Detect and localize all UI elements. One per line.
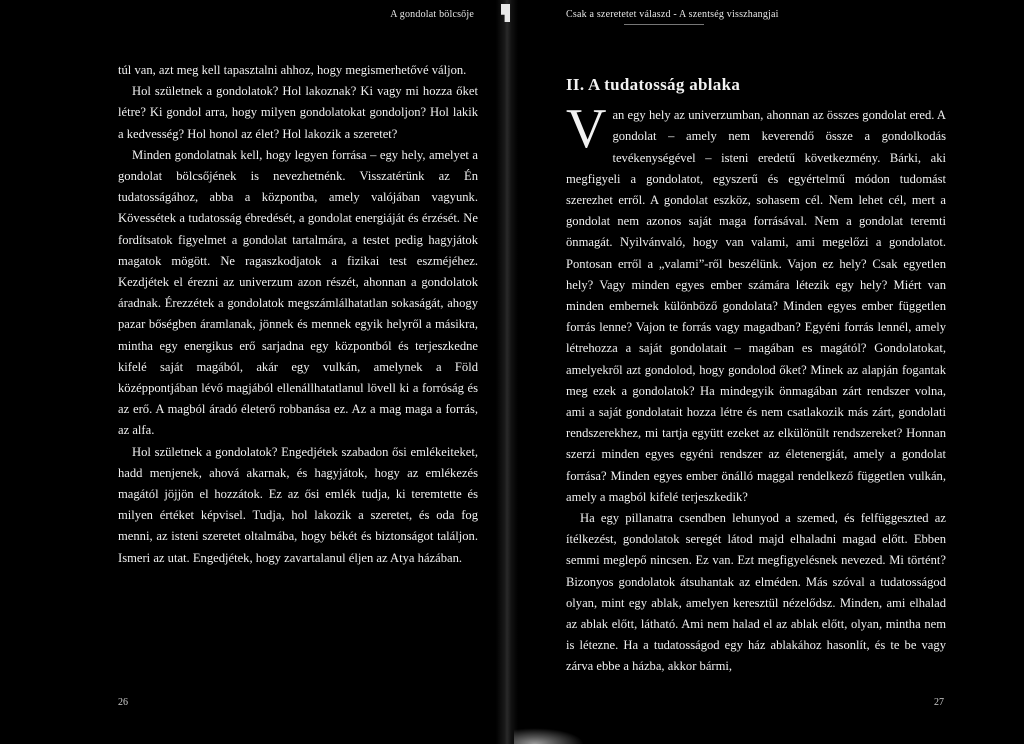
drop-cap: V bbox=[566, 98, 607, 161]
left-text-column bbox=[118, 60, 478, 569]
right-page bbox=[514, 0, 1024, 744]
header-rule bbox=[624, 24, 704, 25]
paragraph: Hol születnek a gondolatok? Hol lakoznak? Ki vagy mi hozza őket létre? Ki gondol arra, hogy milyen gondolatokat gondoljon? Hol lakik a kedvesség? Hol honol az élet? Hol lakozik a szeretet? bbox=[118, 84, 478, 141]
running-head-left: A gondolat bölcsője bbox=[390, 9, 474, 20]
page-number-left: 26 bbox=[118, 697, 128, 708]
first-paragraph bbox=[566, 98, 946, 508]
right-text-column bbox=[566, 60, 946, 678]
paragraph: Minden gondolatnak kell, hogy legyen forrása – egy hely, amelyet a gondolat bölcsőjének is nevezhetnénk. Visszatérünk az Én tudatosságához, abba a központba, amely valójában vagyunk. Kövessétek a tudatosság ébredését, a gondolat energiáját és érzését. Ne fordítsatok figyelmet a gondolat tartalmára, a testet pedig hagyjátok magatok mögött. Ne ragaszkodjatok a fizikai test eszméjéhez. Kezdjétek el érezni az univerzum azon részét, ahonnan a gondolatok áradnak. Érezzétek a gondolatok megszámlálhatatlan sokaságát, ahogy pazar bőségben áramlanak, jönnek és mennek egyik helyről a másikra, mintha egy energikus erő sarjadna egy központból és terjeszkedne kifelé saját magából, akár egy vulkán, amelynek a Föld középpontjában lévő magjából ellenállhatatlanul lövell ki a forróság és az erő. A magból áradó életerő robbanása ez. Az a mag maga a forrás, az alfa. bbox=[118, 147, 478, 438]
left-page bbox=[0, 0, 502, 744]
paragraph: Ha egy pillanatra csendben lehunyod a szemed, és felfüggeszted az ítélkezést, gondolatok seregét látod majd elhaladni magad előtt. Ebben semmi meglepő nincsen. Ez van. Ezt megfigyelésnek nevezed. Mi történt? Bizonyos gondolatok átsuhantak az elméden. Más szóval a tudatosságod olyan, mint egy ablak, amelyen keresztül nézelődsz. Minden, ami elhalad az ablak előtt, látható. Ami nem halad el az ablak előtt, olyan, mintha nem is létezne. Ha a tudatosságod egy ház ablakához hasonlít, és te be vagy zárva ebbe a házba, akkor bármi, bbox=[566, 511, 946, 674]
page-number-right: 27 bbox=[934, 697, 944, 708]
paragraph: túl van, azt meg kell tapasztalni ahhoz, hogy megismerhetővé váljon. bbox=[118, 63, 467, 77]
first-paragraph-text: an egy hely az univerzumban, ahonnan az összes gondolat ered. A gondolat – amely nem keverendő össze a gondolkodás tevékenységével – isteni eredetű következmény. Bárki, aki megfigyeli a gondolatot, egyszerű és egyértelmű módon tudomást szerezhet erről. A gondolat eszköz, sohasem cél. Nem lehet cél, mert a gondolat nem azonos saját maga forrásával. Nem a gondolat teremti önmagát. Nyilvánvaló, hogy van valami, ami megelőzi a gondolatot. Pontosan erről a „valami”-ről beszélünk. Vajon ez hely? Csak egyetlen hely? Vagy minden egyes ember számára létezik egy hely? Miért van minden embernek különböző gondolata? Minden egyes ember független forrás lenne? Vajon te forrás vagy magadban? Egyéni forrás lennél, amely létrehozza a saját gondolatait – magában es magától? Gondolatokat, amelyekről azt gondolod, hogy gondolod őket? Minek az alapján fogantak meg ezek a gondolatok? Ha mindegyik önmagában zárt rendszer volna, ami a saját gondolatait hozza létre és nem csatlakozik más zárt, gondolati rendszerekhez, mi tartja együtt ezeket az elkülönült rendszereket? Honnan szerzi minden egyes egyéni rendszer az életenergiát, amely a gondolat forrása? Minden egyes ember önálló maggal rendelkező független vulkán, amely a magból kifelé terjeszkedik? bbox=[566, 108, 946, 504]
chapter-title: II. A tudatosság ablaka bbox=[566, 75, 741, 94]
running-head-right: Csak a szeretetet válaszd - A szentség visszhangjai bbox=[566, 9, 779, 20]
paragraph: Hol születnek a gondolatok? Engedjétek szabadon ősi emlékeiteket, hadd menjenek, ahová akarnak, és hagyjátok, hogy az emlékezés magától jöjjön el hozzátok. Ez az ősi emlék tudja, ki teremtette és milyen értéket képvisel. Tudja, hol lakozik a szeretet, és oda fog menni, az isteni szeretet oltalmába, hogy békét és biztonságot találjon. Ismeri az utat. Engedjétek, hogy zavartalanul éljen az Atya házában. bbox=[118, 444, 478, 565]
scan-smudge bbox=[514, 728, 584, 744]
